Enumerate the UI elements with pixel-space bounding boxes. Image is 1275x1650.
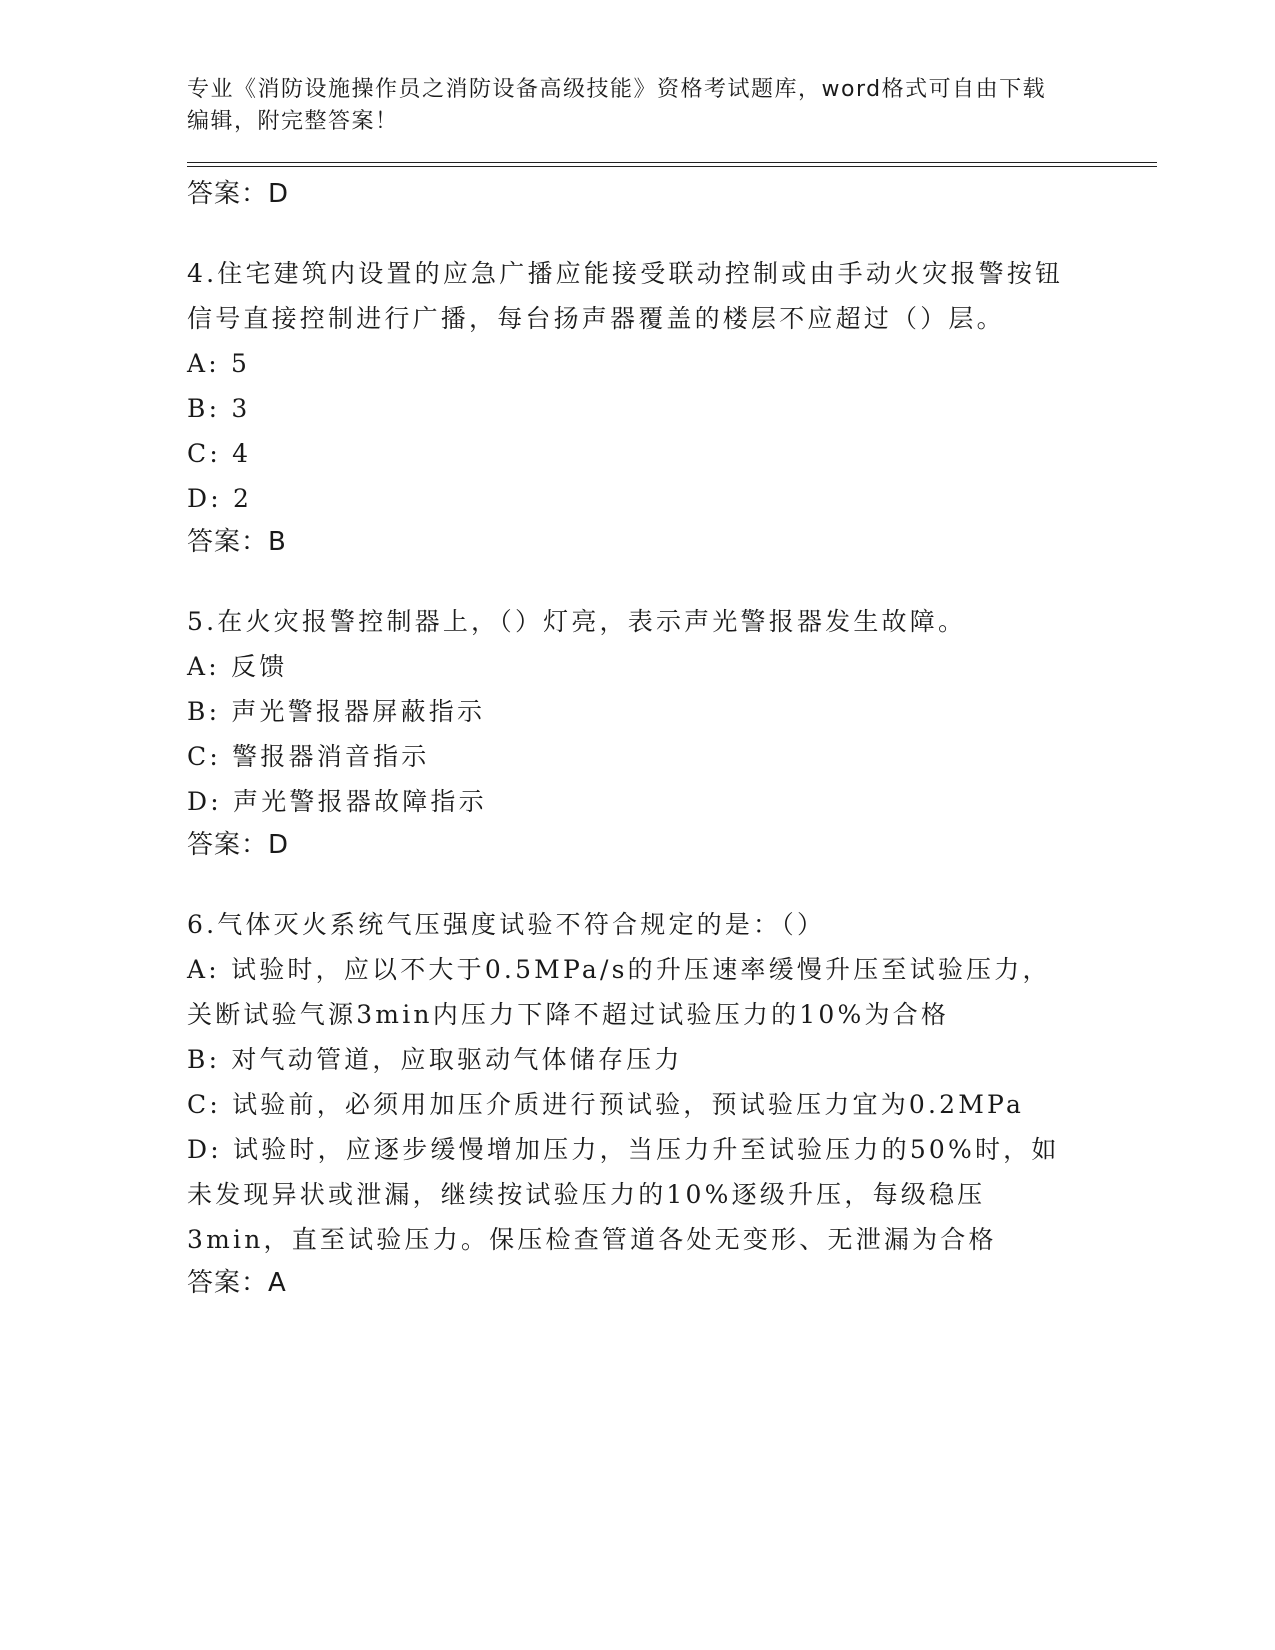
question-block bbox=[187, 599, 1157, 860]
option-b: B: 对气动管道，应取驱动气体储存压力 bbox=[187, 1045, 683, 1074]
question-text: 5.在火灾报警控制器上，（）灯亮，表示声光警报器发生故障。 bbox=[187, 607, 967, 636]
option-c: C: 4 bbox=[187, 439, 252, 468]
option-b: B: 声光警报器屏蔽指示 bbox=[187, 697, 486, 726]
option-d: D: 试验时，应逐步缓慢增加压力，当压力升至试验压力的50%时，如未发现异状或泄漏，继续按试验压力的10%逐级升压，每级稳压3min，直至试验压力。保压检查管道各处无变形、无泄漏为合格 bbox=[187, 1135, 1060, 1254]
header-divider bbox=[187, 162, 1157, 167]
option-c: C: 试验前，必须用加压介质进行预试验，预试验压力宜为0.2MPa bbox=[187, 1090, 1025, 1119]
option-c: C: 警报器消音指示 bbox=[187, 742, 430, 771]
answer-line: 答案：A bbox=[187, 1268, 287, 1298]
question-block bbox=[187, 902, 1157, 1298]
question-text: 6.气体灭火系统气压强度试验不符合规定的是：（） bbox=[187, 910, 826, 939]
answer-line: 答案：D bbox=[187, 830, 290, 860]
document-header: 专业《消防设施操作员之消防设备高级技能》资格考试题库，word格式可自由下载编辑，附完整答案！ bbox=[187, 77, 1047, 134]
option-a: A: 试验时，应以不大于0.5MPa/s的升压速率缓慢升压至试验压力，关断试验气源3min内压力下降不超过试验压力的10%为合格 bbox=[187, 955, 1051, 1029]
option-a: A: 反馈 bbox=[187, 652, 288, 681]
answer-line: 答案：D bbox=[187, 179, 290, 209]
answer-line: 答案：B bbox=[187, 527, 287, 557]
option-d: D: 2 bbox=[187, 484, 253, 513]
question-text: 4.住宅建筑内设置的应急广播应能接受联动控制或由手动火灾报警按钮信号直接控制进行广播，每台扬声器覆盖的楼层不应超过（）层。 bbox=[187, 259, 1064, 333]
option-d: D: 声光警报器故障指示 bbox=[187, 787, 487, 816]
option-b: B: 3 bbox=[187, 394, 251, 423]
document-page bbox=[187, 74, 1157, 1298]
option-a: A: 5 bbox=[187, 349, 251, 378]
question-block bbox=[187, 251, 1157, 557]
